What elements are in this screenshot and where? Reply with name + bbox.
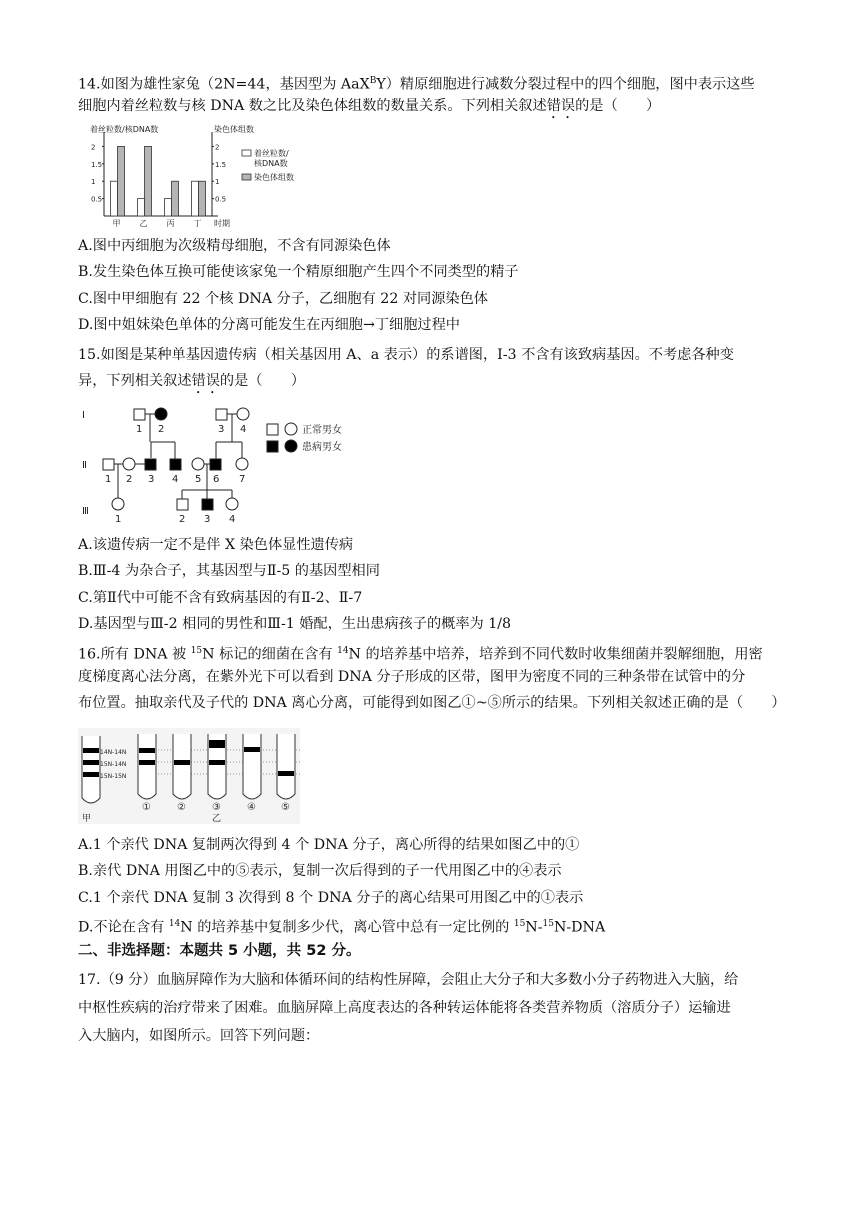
III-2-male-normal (177, 499, 188, 510)
legend-swatch-ratio (242, 150, 251, 156)
III-4-female-normal (226, 498, 238, 510)
band-5 (278, 771, 294, 776)
tube-label-15-14: 15N-14N (100, 761, 127, 768)
I-2-female-affected (155, 408, 167, 420)
band-jia-15-15 (83, 772, 99, 777)
svg-text:4: 4 (172, 474, 179, 485)
bar-丙-0 (165, 199, 172, 216)
section-heading: 二、非选择题：本题共 5 小题，共 52 分。 (78, 943, 361, 959)
x-tick-label: 丁 (193, 219, 202, 228)
svg-text:1: 1 (105, 474, 112, 485)
q14-bar-chart (84, 124, 324, 234)
y-axis-left-title: 着丝粒数/核DNA数 (90, 125, 159, 134)
II-7-female-normal (236, 458, 248, 470)
bar-丁-1 (199, 181, 206, 216)
band-1b (139, 760, 155, 765)
svg-text:2: 2 (158, 424, 165, 435)
y-tick-right: 2 (215, 143, 220, 152)
x-tick-label: 乙 (139, 219, 148, 228)
y-tick-right: 1.5 (215, 160, 227, 169)
q16-option-c: C.1 个亲代 DNA 复制 3 次得到 8 个 DNA 分子的离心结果可用图乙中的①表示 (78, 890, 584, 906)
svg-text:4: 4 (229, 514, 236, 525)
tube-number-2: ② (177, 802, 186, 813)
gen-label-II: Ⅱ (82, 460, 87, 471)
svg-text:4: 4 (240, 424, 247, 435)
band-1a (139, 748, 155, 753)
band-4 (244, 747, 260, 752)
q16-line2: 度梯度离心法分离，在紫外光下可以看到 DNA 分子形成的区带，图甲为密度不同的三种条带在试管中的分 (78, 669, 746, 685)
tube-5 (277, 734, 295, 799)
y-tick-right: 0.5 (215, 195, 227, 204)
bar-丁-0 (192, 181, 199, 216)
y-tick-left: 2 (91, 143, 96, 152)
q17-line1: 17.（9 分）血脑屏障作为大脑和体循环间的结构性屏障，会阻止大分子和大多数小分子药物进入大脑，给 (78, 972, 739, 988)
II-6-male-affected (210, 459, 221, 470)
legend-female-normal (285, 423, 297, 435)
band-3b (209, 760, 225, 765)
y-axis-right-title: 染色体组数 (214, 125, 254, 134)
svg-text:6: 6 (213, 474, 220, 485)
svg-text:5: 5 (195, 474, 202, 485)
legend-affected-label: 患病男女 (302, 442, 342, 453)
q15-option-a: A.该遗传病一定不是伴 X 染色体显性遗传病 (78, 537, 354, 553)
y-tick-left: 0.5 (91, 195, 103, 204)
q17-line3: 入大脑内，如图所示。回答下列问题： (78, 1028, 320, 1044)
x-tick-label: 丙 (166, 219, 175, 228)
tube-label-14-14: 14N-14N (100, 749, 127, 756)
II-3-male-affected (145, 459, 156, 470)
tube-number-1: ① (142, 802, 151, 813)
q14-line2: 细胞内着丝粒数与核 DNA 数之比及染色体组数的数量关系。下列相关叙述错误的是（ ） (78, 98, 661, 114)
q15-pedigree (78, 402, 368, 530)
bar-乙-1 (145, 146, 152, 216)
I-3-male-normal (216, 409, 227, 420)
y-tick-left: 1 (91, 178, 96, 187)
q16-line3: 布位置。抽取亲代及子代的 DNA 离心分离，可能得到如图乙①~⑤所示的结果。下列相关叙述正确的是（ ） (78, 695, 786, 711)
y-tick-left: 1.5 (91, 160, 103, 169)
q15-option-b: B.Ⅲ-4 为杂合子，其基因型与Ⅱ-5 的基因型相同 (78, 563, 380, 579)
band-3a (209, 740, 225, 748)
x-axis-title: 时期 (214, 219, 230, 228)
bar-甲-1 (118, 146, 125, 216)
q16-line1: 16.所有 DNA 被 $^{15}$N 标记的细菌在含有 $^{14}$N 的培养基中培养，培养到不同代数时收集细菌并裂解细胞，用密 (78, 646, 763, 663)
II-1-male-normal (103, 459, 114, 470)
svg-text:1: 1 (136, 424, 143, 435)
legend-label-groups: 染色体组数 (254, 173, 294, 182)
q15-line2: 异，下列相关叙述错误的是（ ） (78, 373, 306, 389)
q14-option-b: B.发生染色体互换可能使该家兔一个精原细胞产生四个不同类型的精子 (78, 264, 519, 280)
svg-text:2: 2 (126, 474, 133, 485)
svg-text:7: 7 (239, 474, 246, 485)
q15-option-c: C.第Ⅱ代中可能不含有致病基因的有Ⅱ-2、Ⅱ-7 (78, 590, 363, 606)
q14-option-a: A.图中丙细胞为次级精母细胞，不含有同源染色体 (78, 238, 391, 254)
svg-text:3: 3 (204, 514, 211, 525)
II-4-male-affected (170, 459, 181, 470)
legend-normal-label: 正常男女 (302, 425, 342, 436)
tube-label-15-15: 15N-15N (100, 773, 127, 780)
III-3-male-affected (202, 499, 213, 510)
tube-number-4: ④ (247, 802, 256, 813)
q14-line1: 14.如图为雄性家兔（2N=44，基因型为 AaX$^B$Y）精原细胞进行减数分裂过程中的四个细胞，图中表示这些 (78, 76, 755, 93)
y-tick-right: 1 (215, 178, 220, 187)
bar-乙-0 (138, 199, 145, 216)
legend-swatch-groups (242, 174, 251, 180)
fig-label-jia: 甲 (82, 814, 92, 824)
q16-option-b: B.亲代 DNA 用图乙中的⑤表示，复制一次后得到的子一代用图乙中的④表示 (78, 863, 562, 879)
q17-line2: 中枢性疾病的治疗带来了困难。血脑屏障上高度表达的各种转运体能将各类营养物质（溶质分子）运输进 (78, 1000, 731, 1016)
II-5-female-normal (192, 458, 204, 470)
legend-label-ratio-2: 核DNA数 (254, 159, 288, 168)
svg-text:1: 1 (115, 514, 122, 525)
q15-option-d: D.基因型与Ⅲ-2 相同的男性和Ⅲ-1 婚配，生出患病孩子的概率为 1/8 (78, 616, 512, 632)
II-2-female-normal (123, 458, 135, 470)
legend-male-affected (267, 441, 278, 452)
tube-1 (138, 734, 156, 799)
III-1-female-normal (112, 498, 124, 510)
bar-丙-1 (172, 181, 179, 216)
q16-tubes-figure (78, 728, 308, 824)
gen-label-I: Ⅰ (82, 410, 85, 421)
band-2 (174, 760, 190, 765)
tube-4 (243, 734, 261, 799)
tube-number-5: ⑤ (281, 802, 290, 813)
fig-label-yi: 乙 (212, 814, 222, 824)
band-jia-15-14 (83, 760, 99, 765)
gen-label-III: Ⅲ (82, 506, 89, 517)
tube-2 (173, 734, 191, 799)
q15-line1: 15.如图是某种单基因遗传病（相关基因用 A、a 表示）的系谱图，Ⅰ-3 不含有该致病基因。不考虑各种变 (78, 347, 734, 363)
tube-jia (82, 736, 100, 803)
svg-text:3: 3 (148, 474, 155, 485)
legend-male-normal (267, 424, 278, 435)
q14-option-d: D.图中姐妹染色单体的分离可能发生在丙细胞→丁细胞过程中 (78, 317, 460, 333)
tube-number-3: ③ (212, 802, 221, 813)
legend-female-affected (285, 440, 297, 452)
band-jia-14-14 (83, 748, 99, 753)
svg-text:3: 3 (218, 424, 225, 435)
I-4-female-normal (237, 408, 249, 420)
q16-option-a: A.1 个亲代 DNA 复制两次得到 4 个 DNA 分子，离心所得的结果如图乙中的① (78, 837, 580, 853)
x-tick-label: 甲 (112, 219, 121, 228)
q14-option-c: C.图中甲细胞有 22 个核 DNA 分子，乙细胞有 22 对同源染色体 (78, 291, 488, 307)
svg-text:2: 2 (179, 514, 186, 525)
q16-option-d: D.不论在含有 $^{14}$N 的培养基中复制多少代，离心管中总有一定比例的 $^{15}$N-$^{15}$N-DNA (78, 919, 606, 936)
bar-甲-0 (111, 181, 118, 216)
legend-label-ratio-1: 着丝粒数/ (254, 149, 289, 158)
I-1-male-normal (134, 409, 145, 420)
